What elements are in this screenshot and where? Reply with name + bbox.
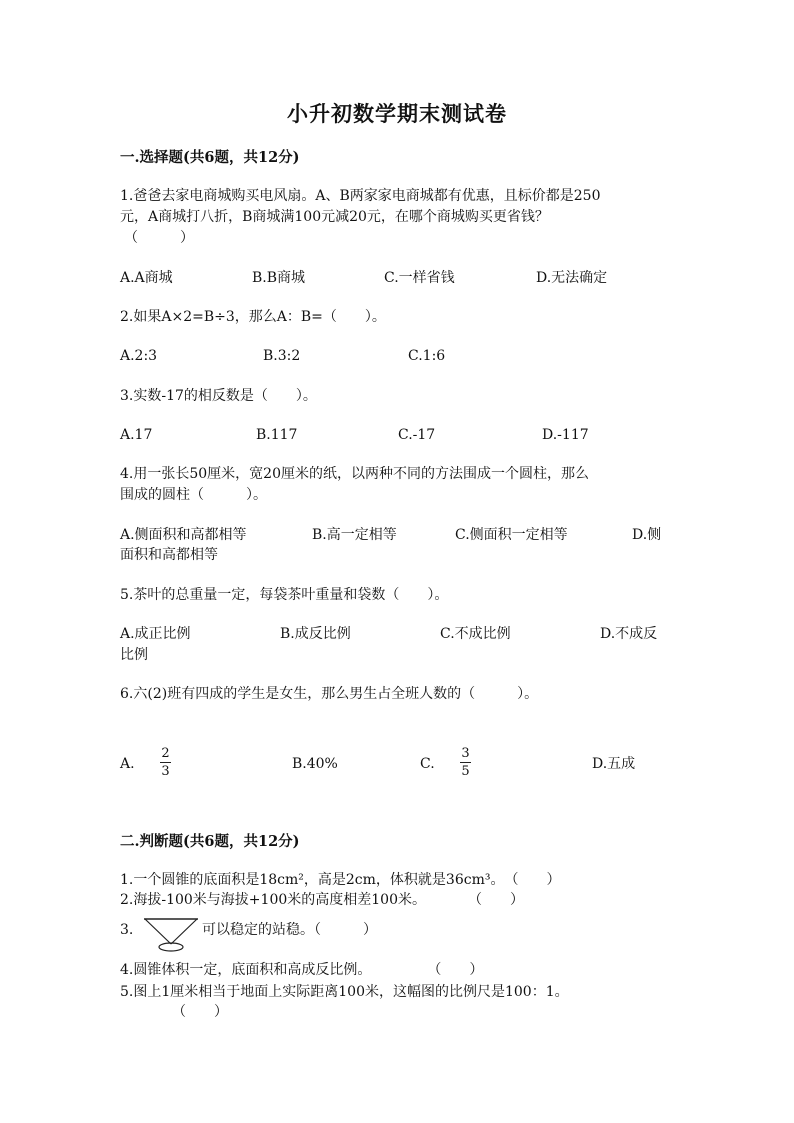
- fraction-numerator: 3: [461, 746, 470, 761]
- section-heading-choice: 一.选择题(共6题，共12分): [120, 149, 300, 166]
- q1-text-line2: 元，A商城打八折，B商城满100元减20元，在哪个商城购买更省钱？: [120, 209, 549, 225]
- tf-q3-number: 3.: [120, 922, 134, 938]
- tf-q3-text: 可以稳定的站稳。（ ）: [202, 922, 377, 938]
- q1-option-c: C.一样省钱: [384, 270, 455, 286]
- fraction-numerator: 2: [161, 746, 170, 761]
- q6-option-b: B.40%: [292, 756, 338, 772]
- q3-text: 3.实数-17的相反数是（ ）。: [120, 388, 317, 404]
- fraction-denominator: 3: [161, 764, 170, 779]
- q1-text-line1: 1.爸爸去家电商城购买电风扇。A、B两家家电商城都有优惠，且标价都是250: [120, 188, 601, 204]
- page-title: 小升初数学期末测试卷: [287, 101, 507, 126]
- q2-option-a: A.2:3: [120, 348, 158, 364]
- section-heading-judgement: 二.判断题(共6题，共12分): [120, 833, 300, 850]
- fraction-bar: [460, 762, 471, 763]
- q2-option-b: B.3:2: [263, 348, 301, 364]
- q5-option-a: A.成正比例: [120, 626, 191, 642]
- fraction-denominator: 5: [461, 764, 470, 779]
- q4-option-d-wrap: 面积和高都相等: [120, 547, 218, 563]
- fraction-bar: [160, 762, 171, 763]
- q6-option-c-label: C.: [420, 756, 435, 772]
- q5-option-c: C.不成比例: [440, 626, 511, 642]
- inverted-cone-icon: [142, 914, 200, 954]
- q3-option-d: D.-117: [542, 427, 589, 443]
- q2-option-c: C.1:6: [408, 348, 446, 364]
- q1-option-d: D.无法确定: [536, 270, 608, 286]
- q4-option-a: A.侧面积和高都相等: [120, 527, 247, 543]
- tf-q1: 1.一个圆锥的底面积是18cm²，高是2cm，体积就是36cm³。 （ ）: [120, 872, 561, 888]
- q3-option-b: B.117: [256, 427, 298, 443]
- q5-option-b: B.成反比例: [280, 626, 351, 642]
- q2-text: 2.如果A×2=B÷3，那么A：B=（ ）。: [120, 309, 386, 325]
- q6-option-d: D.五成: [592, 756, 636, 772]
- tf-q5-line2: （ ）: [172, 1004, 228, 1020]
- q4-option-c: C.侧面积一定相等: [455, 527, 568, 543]
- q3-option-a: A.17: [120, 427, 153, 443]
- q5-option-d: D.不成反: [600, 626, 658, 642]
- tf-q5-line1: 5.图上1厘米相当于地面上实际距离100米，这幅图的比例尺是100：1。: [120, 984, 569, 1000]
- q1-option-a: A.A商城: [120, 270, 173, 286]
- q6-text: 6.六(2)班有四成的学生是女生，那么男生占全班人数的（ ）。: [120, 686, 539, 702]
- q4-text-line2: 围成的圆柱（ ）。: [120, 487, 267, 503]
- tf-q2: 2.海拔-100米与海拔+100米的高度相差100米。 （ ）: [120, 892, 524, 908]
- q6-option-a-fraction: [160, 746, 171, 779]
- q4-text-line1: 4.用一张长50厘米，宽20厘米的纸，以两种不同的方法围成一个圆柱，那么: [120, 466, 589, 482]
- q4-option-d: D.侧: [632, 527, 662, 543]
- q1-answer-blank: （ ）: [124, 230, 194, 246]
- q5-option-d-wrap: 比例: [120, 647, 148, 663]
- q3-option-c: C.-17: [398, 427, 436, 443]
- q5-text: 5.茶叶的总重量一定，每袋茶叶重量和袋数（ ）。: [120, 587, 449, 603]
- tf-q4: 4.圆锥体积一定，底面积和高成反比例。 （ ）: [120, 962, 484, 978]
- q6-option-a-label: A.: [120, 756, 135, 772]
- q1-option-b: B.B商城: [252, 270, 306, 286]
- q4-option-b: B.高一定相等: [312, 527, 397, 543]
- q6-option-c-fraction: [460, 746, 471, 779]
